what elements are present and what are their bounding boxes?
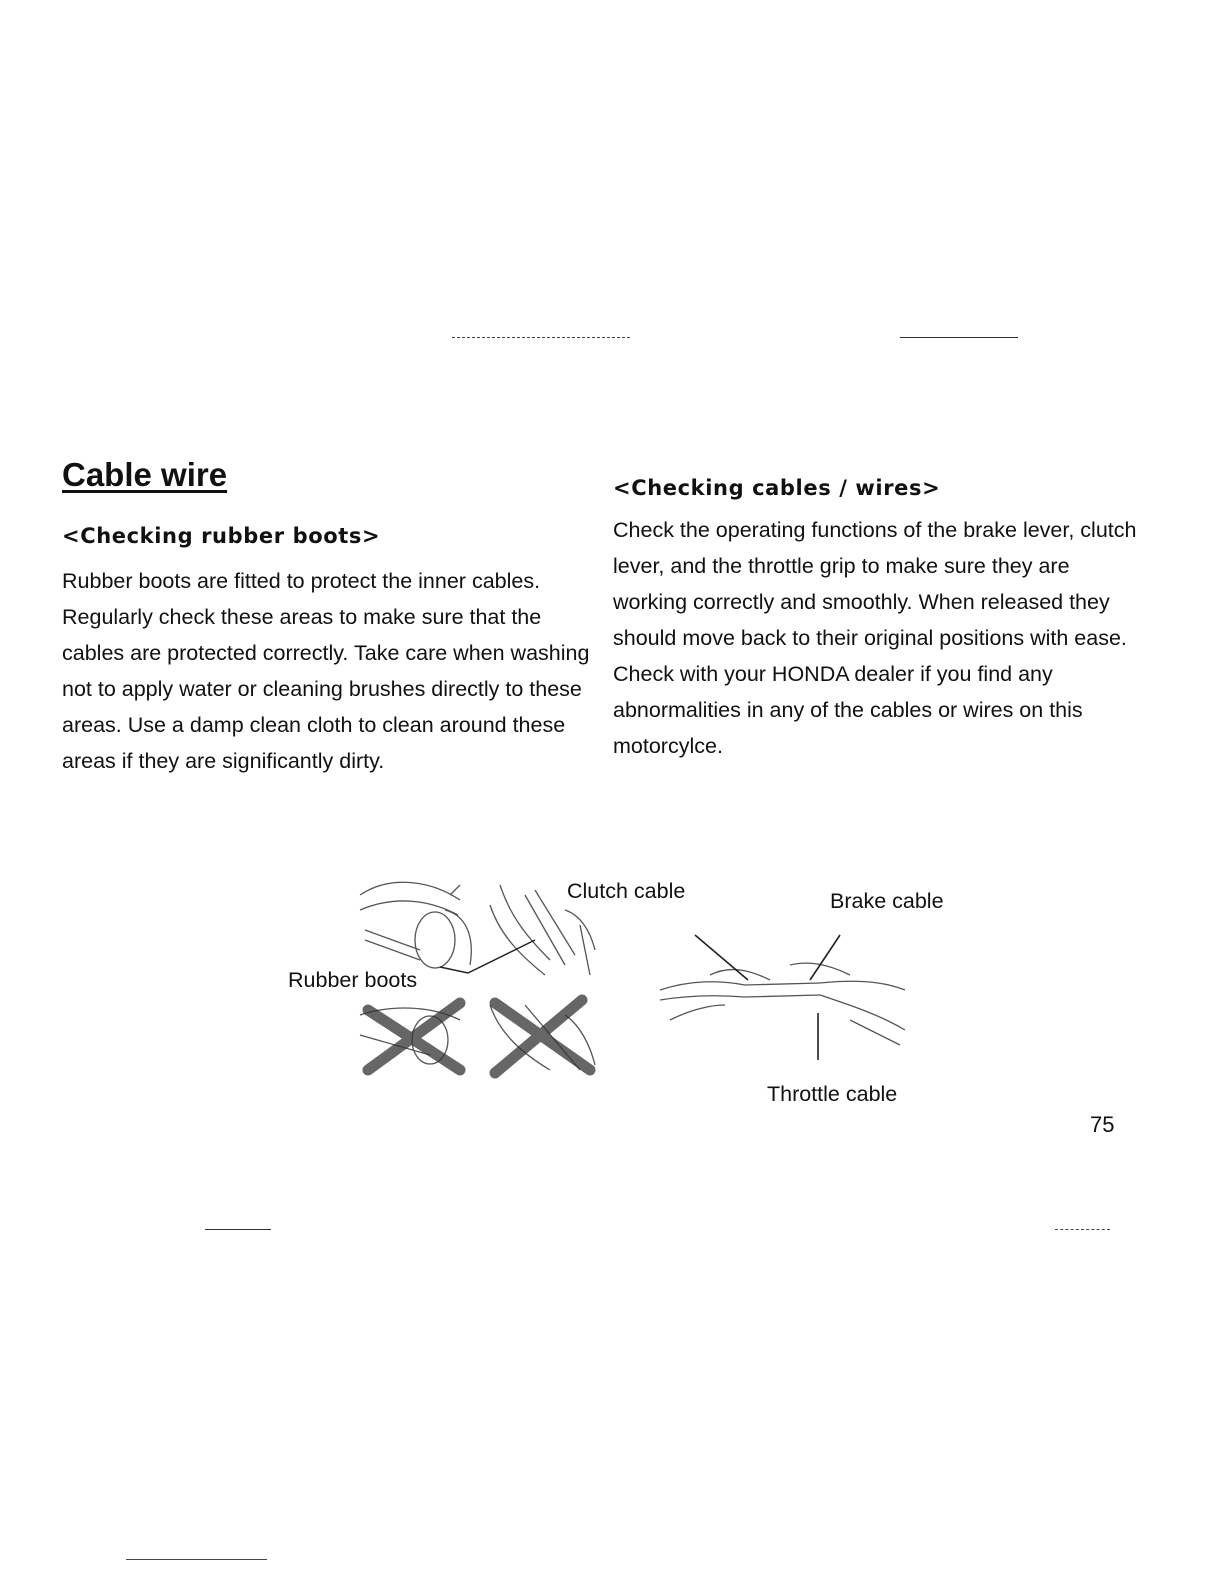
clutch-cable-label: Clutch cable: [567, 879, 686, 903]
bottom-rule-right: [1055, 1229, 1110, 1230]
left-paragraph: Rubber boots are fitted to protect the inner cables. Regularly check these areas to make sure that the cables are protected correctly. Take care when washing not to apply water or cleaning brushes directly to these areas. Use a damp clean cloth to clean around these areas if they are significantly dirty.: [62, 569, 590, 773]
handlebar-illustration: [650, 925, 920, 1065]
page-title: Cable wire: [62, 456, 228, 493]
rubber-boots-label: Rubber boots: [288, 968, 418, 992]
right-paragraph: Check the operating functions of the brake lever, clutch lever, and the throttle grip to make sure they are working correctly and smoothly. When released they should move back to their original positions with ease. Check with your HONDA dealer if you find any abnormalities in any of the cables or wires on this motorcylce.: [613, 518, 1137, 758]
brake-cable-label: Brake cable: [830, 889, 944, 913]
left-heading: <Checking rubber boots>: [62, 524, 381, 548]
page-number: 75: [1090, 1112, 1115, 1137]
right-heading: <Checking cables / wires>: [613, 476, 941, 500]
top-rule-right: [900, 337, 1018, 338]
footer-rule: [126, 1559, 267, 1560]
throttle-cable-label: Throttle cable: [767, 1082, 898, 1106]
bottom-rule-left: [205, 1229, 271, 1230]
top-rule-left: [452, 337, 630, 338]
